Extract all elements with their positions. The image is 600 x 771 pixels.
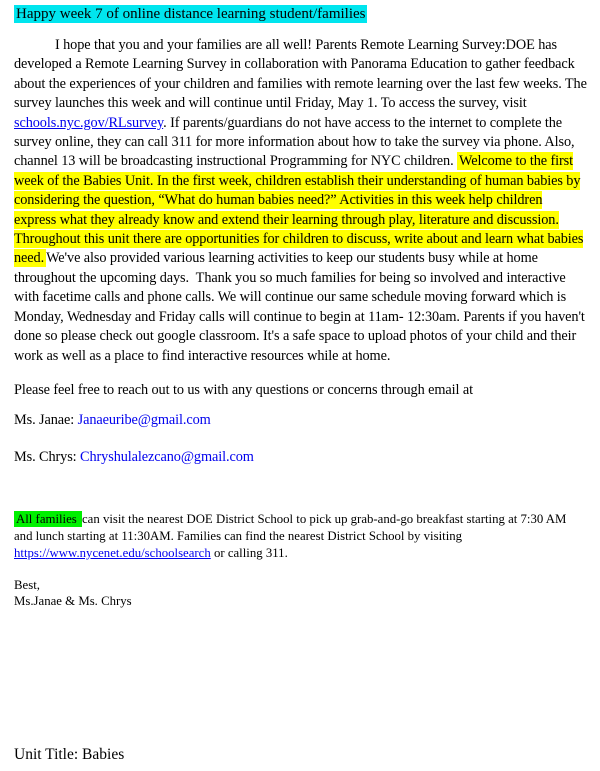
contact-janae — [14, 411, 588, 430]
schoolsearch-link[interactable]: https://www.nycenet.edu/schoolsearch — [14, 545, 211, 560]
meals-paragraph — [14, 511, 588, 561]
meals-text-1: can visit the nearest DOE District School to pick up grab-and-go breakfast starting at 7:30 AM and lunch starting at 11:30AM. Families can find the nearest District School by visiting — [14, 512, 567, 543]
contact-chrys — [14, 448, 588, 467]
intro-paragraph — [14, 36, 588, 366]
all-families-highlight: All families — [16, 512, 80, 527]
title-highlight: Happy week 7 of online distance learning student/families — [16, 6, 366, 22]
signoff-names: Ms.Janae & Ms. Chrys — [14, 594, 132, 609]
contact-chrys-label: Ms. Chrys: — [14, 448, 81, 465]
meals-text-2: or calling 311. — [210, 545, 288, 560]
signoff — [14, 577, 588, 611]
intro-text-1: I hope that you and your families are all well! Parents Remote Learning Survey:DOE has developed a Remote Learning Survey in collaboration with Panorama Education to gather feedback about the experiences of your children and families with remote learning over the last few weeks. The survey launches this week and will continue until Friday, May 1. To access the survey, visit — [14, 37, 587, 112]
document-title — [14, 4, 588, 25]
janae-email-link[interactable]: Janaeuribe@gmail.com — [77, 412, 211, 429]
unit-title: Unit Title: Babies — [14, 746, 125, 763]
signoff-closing: Best, — [14, 577, 40, 592]
babies-unit-highlight: Welcome to the first week of the Babies Unit. In the first week, children establish their understanding of human babies by considering the question, “What do human babies need?” Activities in this week help children express what they already know and extend their learning through play, literature and discussion. Throughout this unit there are opportunities for children to discuss, write about and learn what babies need. — [14, 153, 584, 267]
rl-survey-link[interactable]: schools.nyc.gov/RLsurvey — [14, 114, 164, 131]
intro-text-2: . If parents/guardians do not have access to the internet to complete the survey online, they can call 311 for more information about how to take the survey via phone. Also, channel 13 will be broadcasting instructional Programming for NYC children. — [14, 114, 575, 170]
intro-text-3: We've also provided various learning activities to keep our students busy while at home throughout the upcoming days. Thank you so much families for being so involved and interactive with facetime calls and phone calls. We will continue our same schedule moving forward which is Monday, Wednesday and Friday calls will continue to begin at 11am- 12:30am. Parents if you haven't done so please check out google classroom. It's a safe space to upload photos of your child and their work as well as a place to find interactive resources while at home. — [14, 250, 585, 364]
reachout-paragraph: Please feel free to reach out to us with any questions or concerns through email at — [14, 381, 473, 398]
contact-janae-label: Ms. Janae: — [14, 412, 78, 429]
chrys-email-link[interactable]: Chryshulalezcano@gmail.com — [80, 448, 254, 465]
